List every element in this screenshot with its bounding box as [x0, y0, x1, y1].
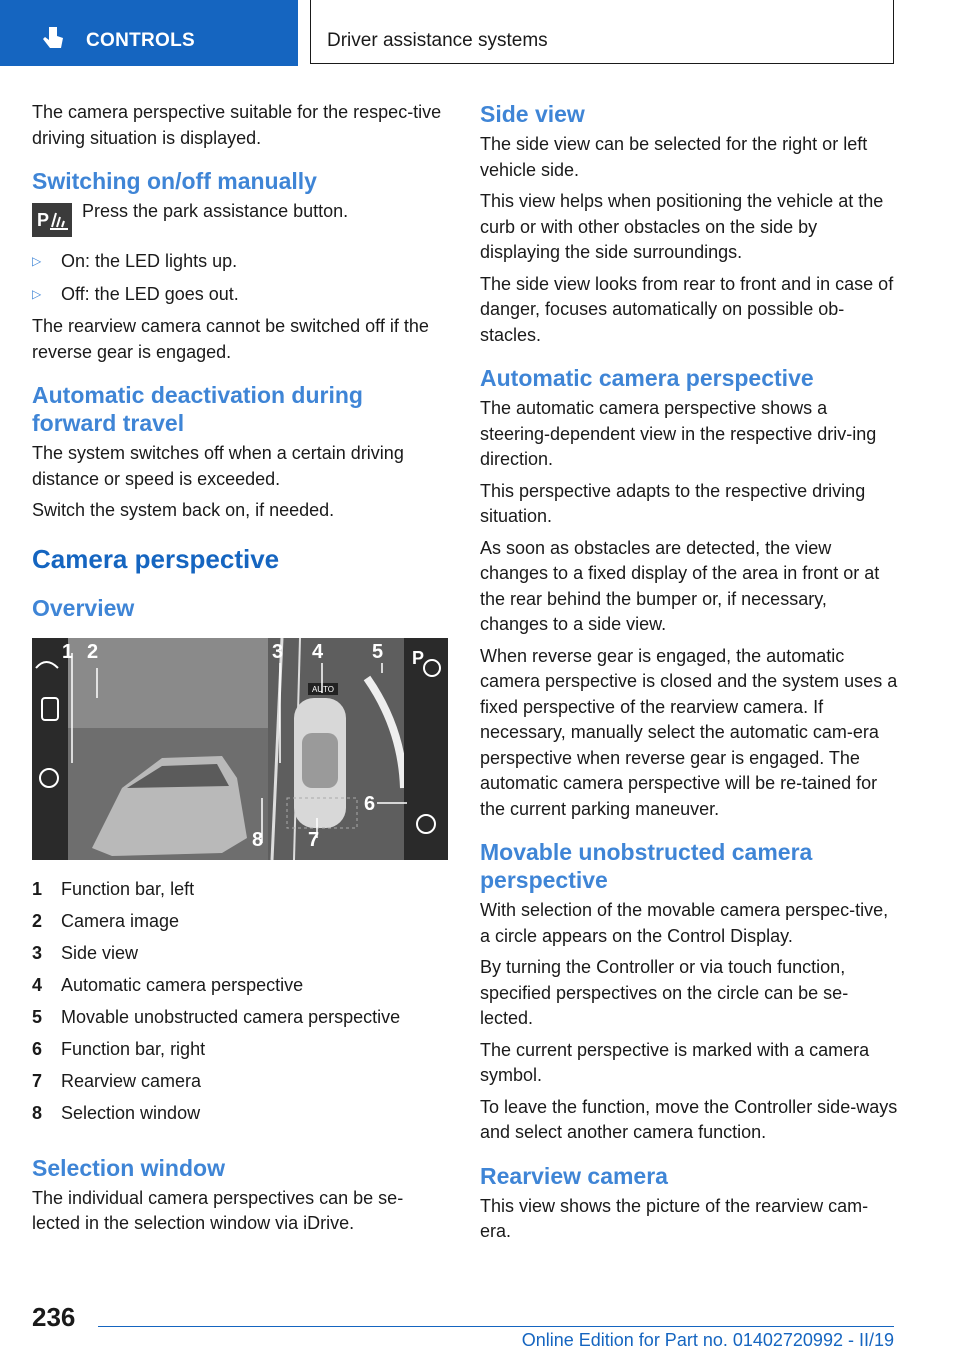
heading-overview: Overview: [32, 594, 135, 621]
legend-item: 8 Selection window: [32, 1102, 201, 1123]
triangle-icon: ▷: [32, 254, 42, 268]
heading-camera-perspective: Camera perspective: [32, 543, 280, 574]
park-assist-button-icon: [32, 203, 72, 237]
heading-auto-perspective: Automatic camera perspective: [480, 365, 814, 391]
footer-divider: [98, 1326, 894, 1327]
auto-text-4: When reverse gear is engaged, the automatic camera perspective is closed and the system uses a fixed perspective of the rearview camera. If necessary, manually select the automatic cam-era perspective when reverse gear is engaged. The automatic camera perspective will be re-tained for the current parking maneuver.: [480, 645, 898, 819]
side-text-3: The side view looks from rear to front and in case of danger, focuses automatically on possible ob-stacles.: [480, 273, 894, 345]
auto-text-1: The automatic camera perspective shows a steering-dependent view in the respective driv-ing direction.: [480, 398, 877, 469]
intro-text: The camera perspective suitable for the respec-tive driving situation is displayed.: [32, 102, 442, 148]
side-text-1: The side view can be selected for the right or left vehicle side.: [480, 134, 868, 180]
right-column: [480, 100, 898, 1251]
bullet-item: ▷ Off: the LED goes out.: [32, 282, 450, 308]
callout-1: 1: [62, 640, 74, 663]
heading-switching: Switching on/off manually: [32, 168, 317, 194]
legend-item: 2 Camera image: [32, 910, 180, 931]
callout-2: 2: [87, 640, 99, 663]
callout-7: 7: [308, 828, 320, 851]
camera-display-figure: [32, 638, 448, 860]
auto-text-3: As soon as obstacles are detected, the view changes to a fixed display of the area in front or at the rear behind the bumper or, if necessary, changes to a side view.: [480, 537, 880, 634]
legend-item: 6 Function bar, right: [32, 1038, 206, 1059]
auto-text-2: This perspective adapts to the respective driving situation.: [480, 480, 866, 526]
callout-8: 8: [252, 828, 264, 851]
svg-text:P: P: [412, 647, 425, 668]
legend-item: 1 Function bar, left: [32, 878, 195, 899]
section-tab: [0, 0, 298, 66]
svg-text:P: P: [37, 210, 50, 230]
legend-list: [32, 877, 450, 1126]
selection-text: The individual camera perspectives can be se-lected in the selection window via iDrive.: [32, 1187, 404, 1233]
rearview-note: The rearview camera cannot be switched off if the reverse gear is engaged.: [32, 316, 429, 362]
side-text-2: This view helps when positioning the vehicle at the curb or with other obstacles on the side by displaying the side surroundings.: [480, 191, 884, 262]
hand-pointer-icon: [40, 25, 66, 51]
function-bar-right: [404, 638, 448, 860]
callout-3: 3: [272, 640, 284, 663]
section-label: CONTROLS: [86, 30, 196, 51]
legend-item: 7 Rearview camera: [32, 1070, 202, 1091]
callout-6: 6: [364, 792, 376, 815]
legend-item: 4 Automatic camera perspective: [32, 974, 304, 995]
heading-rearview: Rearview camera: [480, 1162, 668, 1189]
svg-text:AUTO: AUTO: [311, 684, 335, 694]
deactivation-text: The system switches off when a certain driving distance or speed is exceeded.: [32, 443, 404, 489]
bullet-item: ▷ On: the LED lights up.: [32, 249, 450, 275]
page-number: 236: [32, 1302, 76, 1332]
function-bar-left: [32, 638, 68, 860]
triangle-icon: ▷: [32, 286, 42, 301]
press-text: Press the park assistance button.: [82, 201, 349, 221]
movable-text-1: With selection of the movable camera perspec-tive, a circle appears on the Control Display.: [480, 900, 889, 946]
movable-text-4: To leave the function, move the Controller side-ways and select another camera function.: [480, 1096, 898, 1142]
callout-5: 5: [372, 640, 384, 663]
chapter-title: Driver assistance systems: [327, 30, 548, 51]
chapter-header: [310, 0, 894, 64]
callout-4: 4: [312, 640, 324, 663]
heading-movable: Movable unobstructed camera perspective: [480, 839, 813, 893]
legend-item: 3 Side view: [32, 942, 139, 963]
legend-item: 5 Movable unobstructed camera perspective: [32, 1006, 401, 1027]
left-column: [32, 100, 450, 1243]
heading-selection-window: Selection window: [32, 1154, 225, 1181]
press-instruction: [32, 199, 450, 249]
edition-text: Online Edition for Part no. 01402720992 - II/19: [521, 1330, 894, 1350]
heading-side-view: Side view: [480, 101, 585, 127]
rearview-text: This view shows the picture of the rearview cam-era.: [480, 1195, 869, 1241]
movable-text-2: By turning the Controller or via touch function, specified perspectives on the circle can be se-lected.: [480, 957, 849, 1028]
movable-text-3: The current perspective is marked with a camera symbol.: [480, 1039, 870, 1085]
switch-back-text: Switch the system back on, if needed.: [32, 500, 335, 520]
heading-auto-deactivation: Automatic deactivation during forward travel: [32, 382, 363, 436]
